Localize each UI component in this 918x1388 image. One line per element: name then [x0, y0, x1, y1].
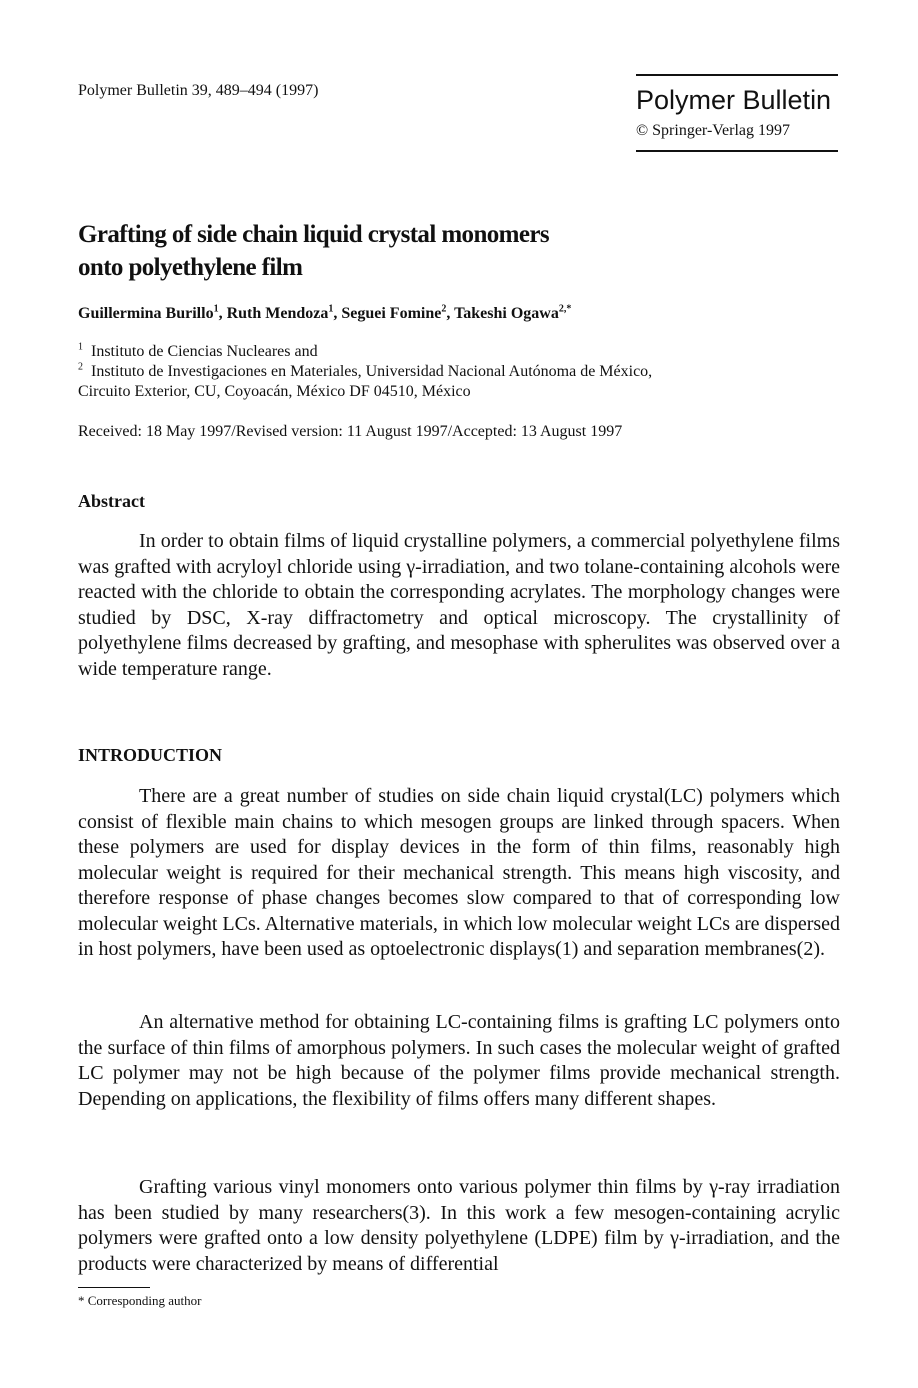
journal-citation: Polymer Bulletin 39, 489–494 (1997)	[78, 82, 319, 99]
footnote-rule	[78, 1287, 150, 1288]
author-affiliation-mark: 1	[328, 303, 334, 315]
title-line-2: onto polyethylene film	[78, 254, 303, 281]
article-title	[78, 218, 778, 284]
affiliation-text: Instituto de Ciencias Nucleares and	[91, 343, 318, 360]
abstract-text: In order to obtain films of liquid crystalline polymers, a commercial polyethylene films was grafted with acryloyl chloride using γ-irradiation, and two tolane-containing alcohols were reacted with the chloride to obtain the corresponding acrylates. The morphology changes were studied by DSC, X-ray diffractometry and optical microscopy. The crystallinity of polyethylene films decreased by grafting, and mesophase with spherulites was observed over a wide temperature range.	[78, 530, 840, 680]
affiliation-address: Circuito Exterior, CU, Coyoacán, México DF 04510, México	[78, 383, 471, 400]
intro-paragraph-1: There are a great number of studies on side chain liquid crystal(LC) polymers which consist of flexible main chains to which mesogen groups are linked through spacers. When these polymers are used for display devices in the form of thin films, reasonably high molecular weight is required for their mechanical strength. This means high viscosity, and therefore response of phase changes becomes slow compared to that of corresponding low molecular weight LCs. Alternative materials, in which low molecular weight LCs are dispersed in host polymers, have been used as optoelectronic displays(1) and separation membranes(2).	[78, 785, 841, 960]
intro-paragraph-3: Grafting various vinyl monomers onto various polymer thin films by γ-ray irradiation has been studied by many researchers(3). In this work a few mesogen-containing acrylic polymers were grafted onto a low density polyethylene (LDPE) film by γ-irradiation, and the products were characterized by means of differential	[78, 1176, 840, 1275]
introduction-heading: INTRODUCTION	[78, 745, 223, 765]
author-name: Seguei Fomine	[341, 305, 442, 322]
abstract-heading: Abstract	[78, 491, 145, 511]
affiliation-mark: 2	[78, 361, 83, 373]
received-dates: Received: 18 May 1997/Revised version: 11 August 1997/Accepted: 13 August 1997	[78, 423, 623, 440]
masthead-bottom-rule	[636, 150, 838, 152]
author-name: Guillermina Burillo	[78, 305, 214, 322]
journal-masthead	[636, 74, 838, 152]
author-affiliation-mark: 2	[441, 303, 447, 315]
author-affiliation-mark: 2,*	[558, 303, 572, 315]
corresponding-author-footnote: * Corresponding author	[78, 1293, 202, 1308]
affiliation-mark: 1	[78, 341, 83, 353]
title-line-1: Grafting of side chain liquid crystal monomers	[78, 221, 550, 248]
affiliations	[78, 342, 838, 402]
intro-paragraph-2: An alternative method for obtaining LC-containing films is grafting LC polymers onto the surface of thin films of amorphous polymers. In such cases the molecular weight of grafted LC polymer may not be high because of the polymer films provide mechanical strength. Depending on applications, the flexibility of films offers many different shapes.	[78, 1011, 840, 1110]
affiliation-2	[78, 362, 838, 382]
author-list: Guillermina Burillo$^1$, Ruth Mendoza$^1$, Seguei Fomine$^2$, Takeshi Ogawa$^{2,*}$	[78, 303, 572, 322]
affiliation-text: Instituto de Investigaciones en Materiales, Universidad Nacional Autónoma de México,	[91, 363, 653, 380]
masthead-top-rule	[636, 74, 838, 76]
journal-name: Polymer Bulletin	[636, 85, 832, 115]
author-name: Takeshi Ogawa	[454, 305, 559, 322]
affiliation-1	[78, 342, 838, 362]
publisher-copyright: © Springer-Verlag 1997	[636, 122, 791, 139]
author-name: Ruth Mendoza	[226, 305, 329, 322]
author-affiliation-mark: 1	[213, 303, 219, 315]
